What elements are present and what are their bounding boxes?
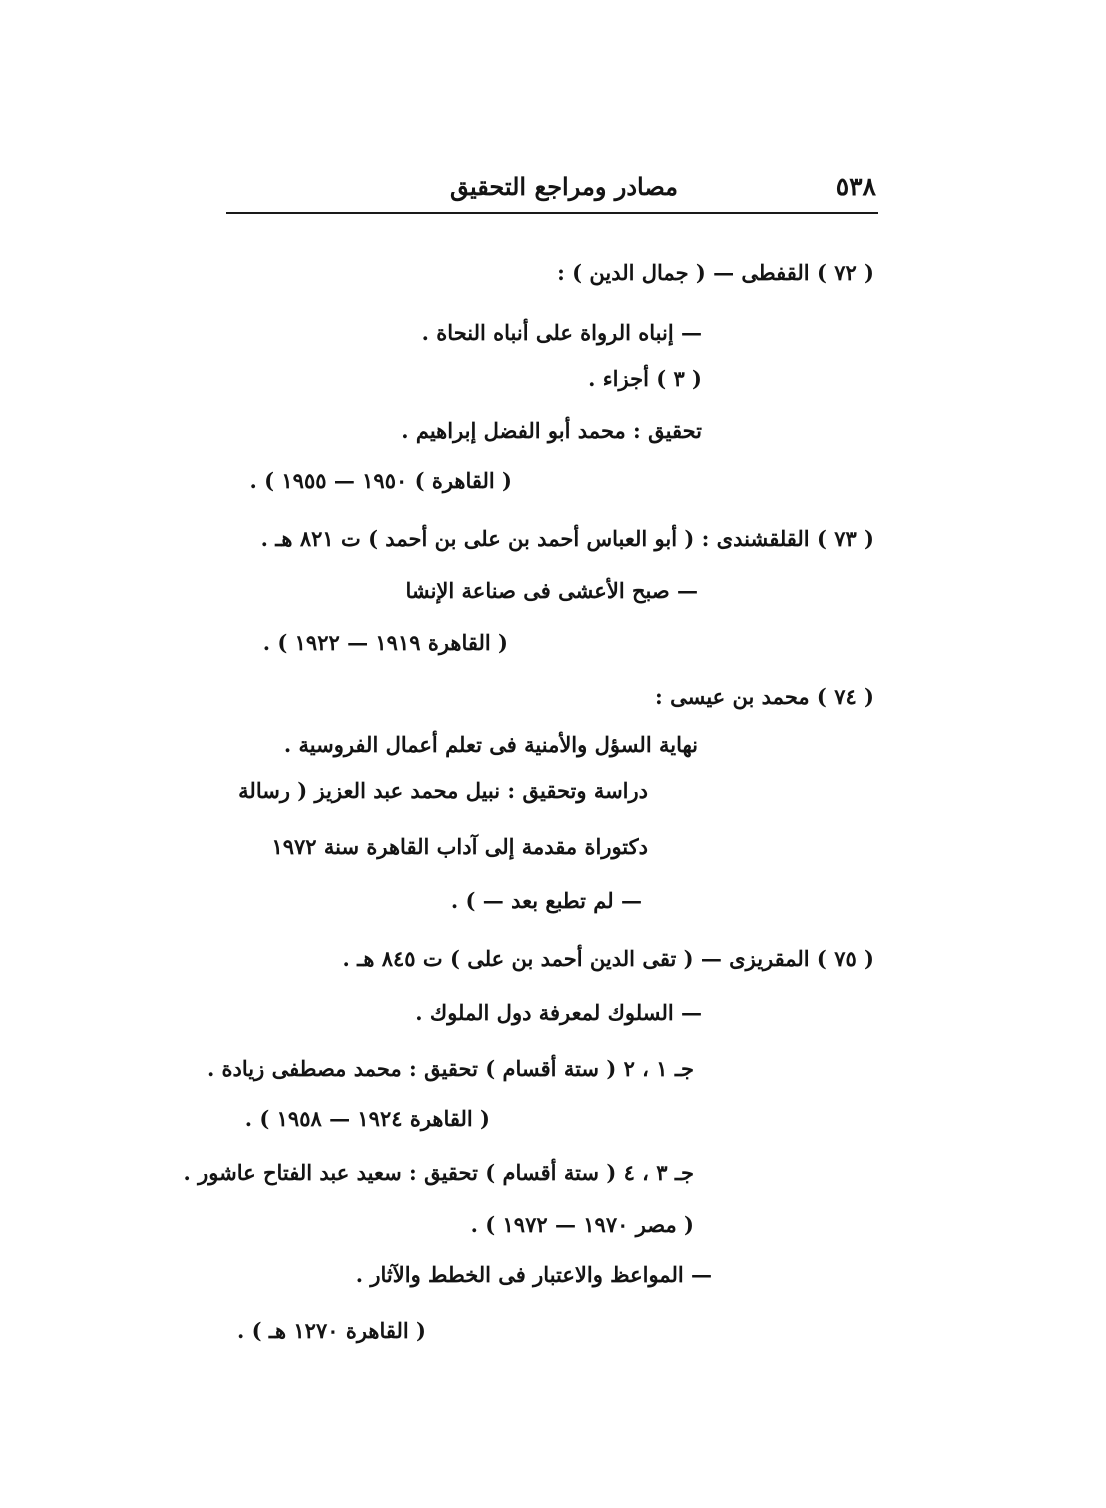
entry-75-vol-1-2: جـ ١ ، ٢ ( ستة أقسام ) تحقيق : محمد مصطفى زيادة .	[206, 1056, 694, 1081]
entry-72-editor: تحقيق : محمد أبو الفضل إبراهيم .	[401, 418, 702, 443]
page-number: ٥٣٨	[835, 172, 876, 201]
entry-72-imprint: ( القاهرة ) ١٩٥٠ — ١٩٥٥ ) .	[249, 468, 512, 493]
entry-75-title-1: — السلوك لمعرفة دول الملوك .	[415, 1000, 702, 1025]
entry-73-title: — صبح الأعشى فى صناعة الإنشا	[405, 578, 698, 603]
entry-74-heading: ( ٧٤ ) محمد بن عيسى :	[655, 684, 874, 709]
entry-74-note: — لم تطبع بعد — ) .	[450, 888, 642, 913]
entry-74-study: دراسة وتحقيق : نبيل محمد عبد العزيز ( رسالة	[238, 778, 648, 803]
entry-75-heading: ( ٧٥ ) المقريزى — ( تقى الدين أحمد بن على ) ت ٨٤٥ هـ .	[342, 946, 874, 971]
entry-75-imprint-2: ( مصر ١٩٧٠ — ١٩٧٢ ) .	[470, 1212, 694, 1237]
entry-73-heading: ( ٧٣ ) القلقشندى : ( أبو العباس أحمد بن على بن أحمد ) ت ٨٢١ هـ .	[260, 526, 874, 551]
entry-74-title: نهاية السؤل والأمنية فى تعلم أعمال الفروسية .	[283, 732, 698, 757]
entry-72-heading: ( ٧٢ ) القفطى — ( جمال الدين ) :	[557, 260, 874, 285]
entry-72-title: — إنباه الرواة على أنباه النحاة .	[421, 320, 702, 345]
running-title: مصادر ومراجع التحقيق	[449, 172, 679, 201]
entry-75-title-2: — المواعظ والاعتبار فى الخطط والآثار .	[355, 1262, 712, 1287]
page-header	[224, 168, 884, 210]
header-rule	[226, 212, 878, 214]
entry-73-imprint: ( القاهرة ١٩١٩ — ١٩٢٢ ) .	[262, 630, 508, 655]
entry-75-vol-3-4: جـ ٣ ، ٤ ( ستة أقسام ) تحقيق : سعيد عبد الفتاح عاشور .	[183, 1160, 694, 1185]
entry-75-imprint-1: ( القاهرة ١٩٢٤ — ١٩٥٨ ) .	[244, 1106, 490, 1131]
entry-75-imprint-3: ( القاهرة ١٢٧٠ هـ ) .	[236, 1318, 426, 1343]
entry-72-volumes: ( ٣ ) أجزاء .	[588, 366, 702, 391]
entry-74-thesis: دكتوراة مقدمة إلى آداب القاهرة سنة ١٩٧٢	[271, 834, 648, 859]
